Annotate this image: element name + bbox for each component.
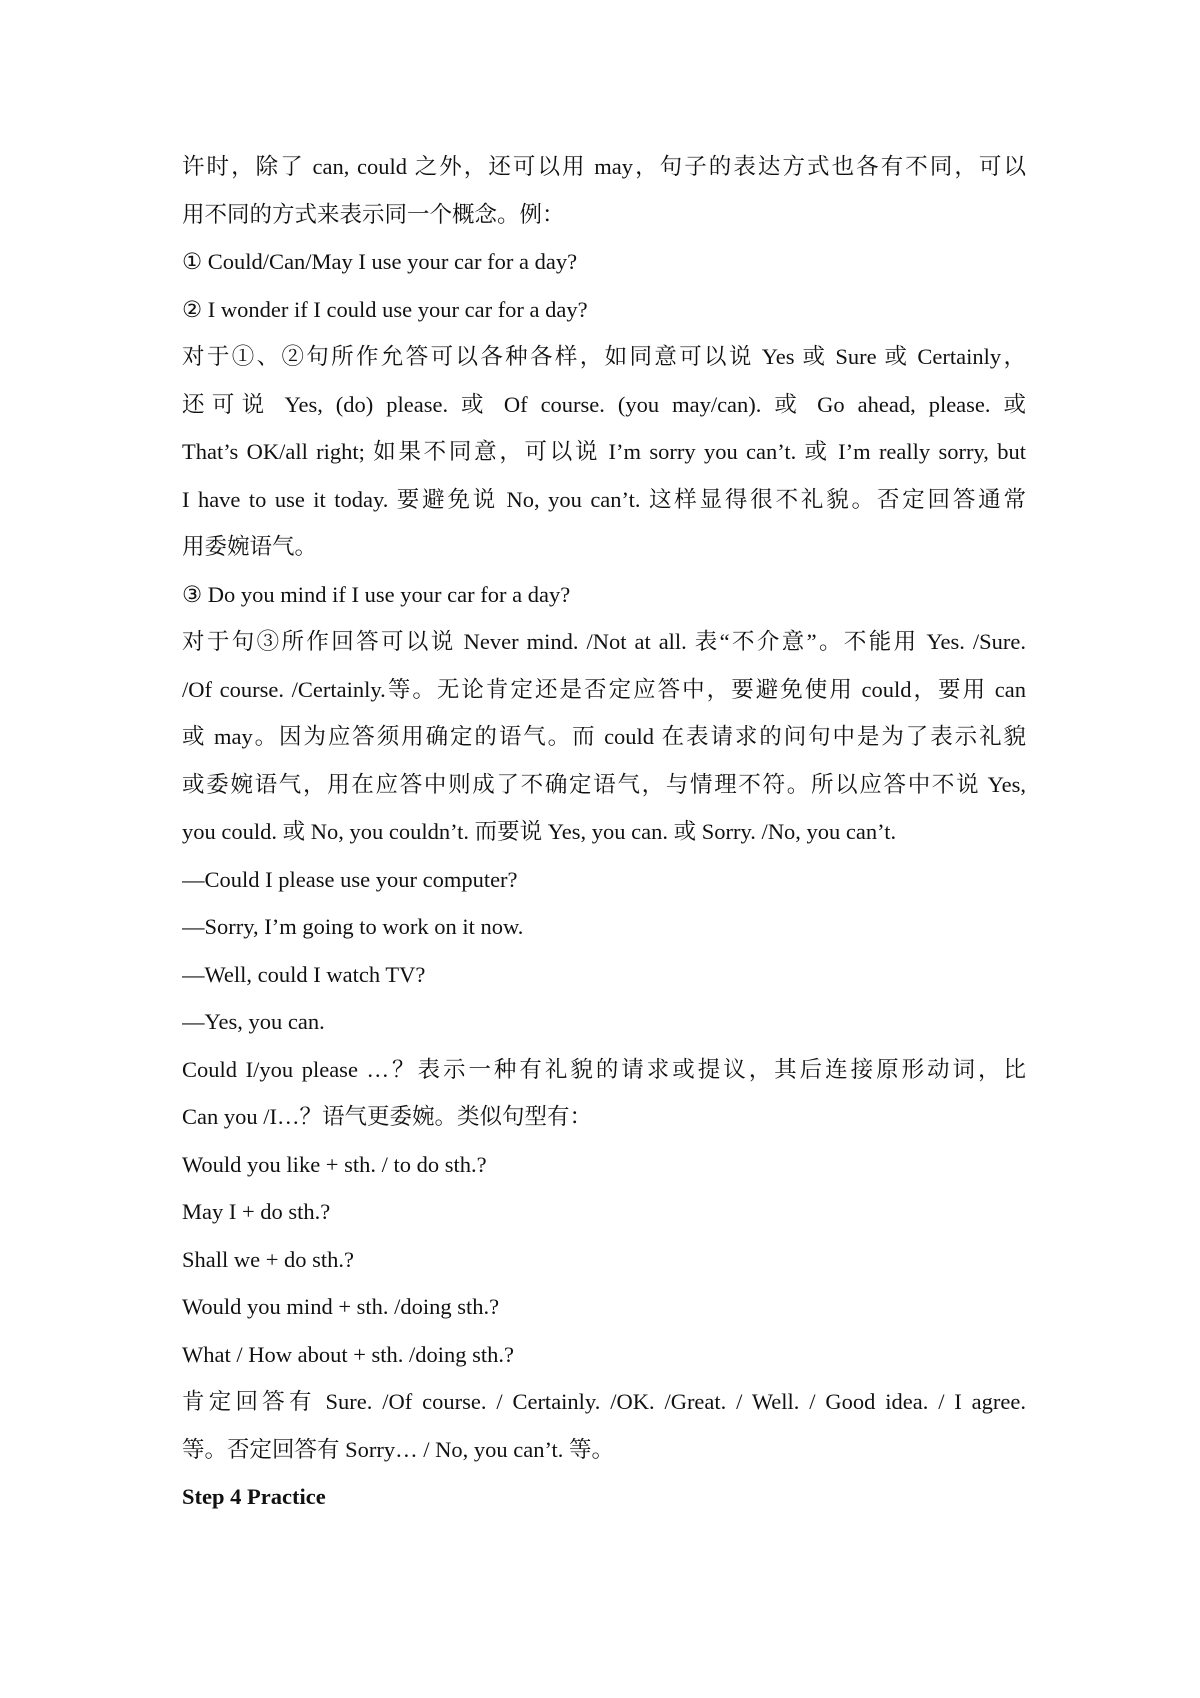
text-line: 许时，除了 can, could 之外，还可以用 may，句子的表达方式也各有不同，可以 xyxy=(182,154,1026,179)
text-line: 还可说 Yes, (do) please. 或 Of course. (you may/can). 或 Go ahead, please. 或 xyxy=(182,391,1026,417)
text-line: I have to use it today. 要避免说 No, you can’t. 这样显得很不礼貌。否定回答通常 xyxy=(182,486,1026,512)
text-line: you could. 或 No, you couldn’t. 而要说 Yes, you can. 或 Sorry. /No, you can’t. xyxy=(182,819,897,844)
section-heading: Step 4 Practice xyxy=(182,1484,326,1509)
dialogue-line: —Sorry, I’m going to work on it now. xyxy=(182,914,524,939)
text-line: 对于①、②句所作允答可以各种各样，如同意可以说 Yes 或 Sure 或 Certainly， xyxy=(182,344,1026,369)
example-sentence: ③ Do you mind if I use your car for a day? xyxy=(182,581,571,607)
text-line: 用委婉语气。 xyxy=(182,534,318,559)
text-line: 肯定回答有 Sure. /Of course. / Certainly. /OK. /Great. / Well. / Good idea. / I agree. xyxy=(182,1389,1026,1414)
example-sentence: ① Could/Can/May I use your car for a day? xyxy=(182,249,578,274)
sentence-pattern: Would you mind + sth. /doing sth.? xyxy=(182,1294,500,1319)
dialogue-line: —Could I please use your computer? xyxy=(182,866,518,892)
text-line: Can you /I…？语气更委婉。类似句型有： xyxy=(182,1104,592,1129)
text-line: 等。否定回答有 Sorry… / No, you can’t. 等。 xyxy=(182,1436,615,1462)
text-line: 用不同的方式来表示同一个概念。例： xyxy=(182,201,565,227)
document-page xyxy=(182,143,1026,1521)
text-line: 或委婉语气，用在应答中则成了不确定语气，与情理不符。所以应答中不说 Yes, xyxy=(182,771,1026,797)
dialogue-line: —Yes, you can. xyxy=(182,1009,325,1034)
text-line: /Of course. /Certainly.等。无论肯定还是否定应答中，要避免使用 could，要用 can xyxy=(182,676,1026,702)
text-line: Could I/you please …？表示一种有礼貌的请求或提议，其后连接原形动词，比 xyxy=(182,1056,1026,1082)
sentence-pattern: Would you like + sth. / to do sth.? xyxy=(182,1151,487,1177)
text-line: 或 may。因为应答须用确定的语气。而 could 在表请求的问句中是为了表示礼貌 xyxy=(182,724,1026,749)
example-sentence: ② I wonder if I could use your car for a day? xyxy=(182,296,588,322)
text-line: That’s OK/all right; 如果不同意，可以说 I’m sorry you can’t. 或 I’m really sorry, but xyxy=(182,439,1026,464)
sentence-pattern: May I + do sth.? xyxy=(182,1199,331,1224)
dialogue-line: —Well, could I watch TV? xyxy=(182,961,426,987)
text-line: 对于句③所作回答可以说 Never mind. /Not at all. 表“不介意”。不能用 Yes. /Sure. xyxy=(182,629,1026,654)
sentence-pattern: What / How about + sth. /doing sth.? xyxy=(182,1341,515,1367)
sentence-pattern: Shall we + do sth.? xyxy=(182,1246,355,1272)
